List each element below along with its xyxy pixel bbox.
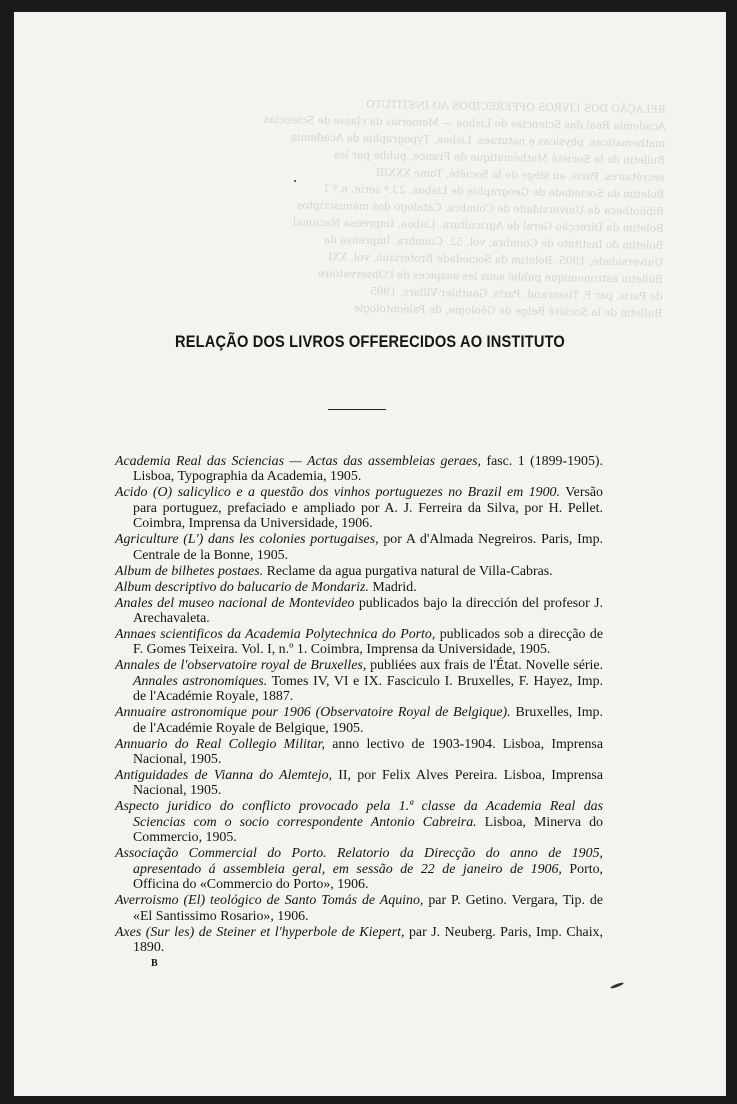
signature-mark: B bbox=[151, 958, 158, 969]
page-title: RELAÇÃO DOS LIVROS OFFERECIDOS AO INSTITUTO bbox=[175, 332, 565, 351]
document-page bbox=[14, 12, 726, 1096]
list-item: Antiguidades de Vianna do Alemtejo, II, por Felix Alves Pereira. Lisboa, Imprensa Nacional, 1905. bbox=[115, 768, 603, 799]
list-item: Averroismo (El) teológico de Santo Tomás de Aquino, par P. Getino. Vergara, Tip. de «El Santissimo Rosario», 1906. bbox=[115, 893, 603, 924]
list-item: Agriculture (L') dans les colonies portugaises, por A d'Almada Negreiros. Paris, Imp. Centrale de la Bonne, 1905. bbox=[115, 532, 603, 563]
list-item: Album descriptivo do balucario de Mondariz. Madrid. bbox=[115, 579, 417, 595]
list-item: Annales de l'observatoire royal de Bruxelles, publiées aux frais de l'État. Novelle série. Annales astronomiques. Tomes IV, VI e IX. Fasciculo I. Bruxelles, F. Hayez, Imp. de l'Académie Royale, 1887. bbox=[115, 658, 603, 705]
list-item: Annuario do Real Collegio Militar, anno lectivo de 1903-1904. Lisboa, Imprensa Nacional, 1905. bbox=[115, 736, 603, 768]
book-list bbox=[115, 454, 603, 956]
title-divider bbox=[328, 409, 386, 410]
list-item: Annuaire astronomique pour 1906 (Observatoire Royal de Belgique). Bruxelles, Imp. de l'Académie Royale de Belgique, 1905. bbox=[115, 705, 603, 736]
ink-speck bbox=[294, 180, 296, 182]
list-item: Associação Commercial do Porto. Relatorio da Direcção do anno de 1905, apresentado á assembleia geral, em sessão de 22 de janeiro de 1906, Porto, Officina do «Commercio do Porto», 1906. bbox=[115, 846, 603, 893]
show-through-text: RELAÇÃO DOS LIVROS OFFERECIDOS AO INSTITUTO Academia Real das Sciencias de Lisboa — Memorias da classe de Sciencias mathematicas, physicas e naturaes. Lisboa, Typographia da Academia Bulletin de la Société Mathématique de France, publié par les secrétaires. Paris, au siège de la Société, Tome XXXIII Boletim da Sociedade de Geographia de Lisboa, 23.ª serie, n.º 1 Bibliotheca da Universidade de Coimbra. Catalogo dos manuscriptos Boletim da Direcção Geral de Agricultura. Lisboa, Imprensa Nacional Boletim do Instituto de Coimbra, vol. 52. Coimbra, Imprensa da Universidade, 1905. Boletim da Sociedade Broteriana, vol. XXI Bulletin astronomique publié sous les auspices de l'Observatoire de Paris, par F. Tisserand. Paris, Gauthier-Villars, 1905 Bulletin de la Société Belge de Géologie, de Paléontologie bbox=[263, 98, 666, 320]
list-item: Acido (O) salicylico e a questão dos vinhos portuguezes no Brazil em 1900. Versão para portuguez, prefaciado e ampliado por A. J. Ferreira da Silva, por H. Pellet. Coimbra, Imprensa da Universidade, 1906. bbox=[115, 485, 603, 532]
list-item: Academia Real das Sciencias — Actas das assembleias geraes, fasc. 1 (1899-1905). Lisboa, Typographia da Academia, 1905. bbox=[115, 454, 603, 485]
list-item: Aspecto juridico do conflicto provocado pela 1.ª classe da Academia Real das Sciencias com o socio correspondente Antonio Cabreira. Lisboa, Minerva do Commercio, 1905. bbox=[115, 799, 603, 846]
list-item: Album de bilhetes postaes. Reclame da agua purgativa natural de Villa-Cabras. bbox=[115, 563, 553, 579]
list-item: Axes (Sur les) de Steiner et l'hyperbole de Kiepert, par J. Neuberg. Paris, Imp. Chaix, 1890. bbox=[115, 924, 603, 955]
ink-speck bbox=[610, 982, 624, 990]
list-item: Annaes scientificos da Academia Polytechnica do Porto, publicados sob a direcção de F. Gomes Teixeira. Vol. I, n.º 1. Coimbra, Imprensa da Universidade, 1905. bbox=[115, 627, 603, 658]
list-item: Anales del museo nacional de Montevideo publicados bajo la dirección del profesor J. Arechavaleta. bbox=[115, 595, 603, 627]
